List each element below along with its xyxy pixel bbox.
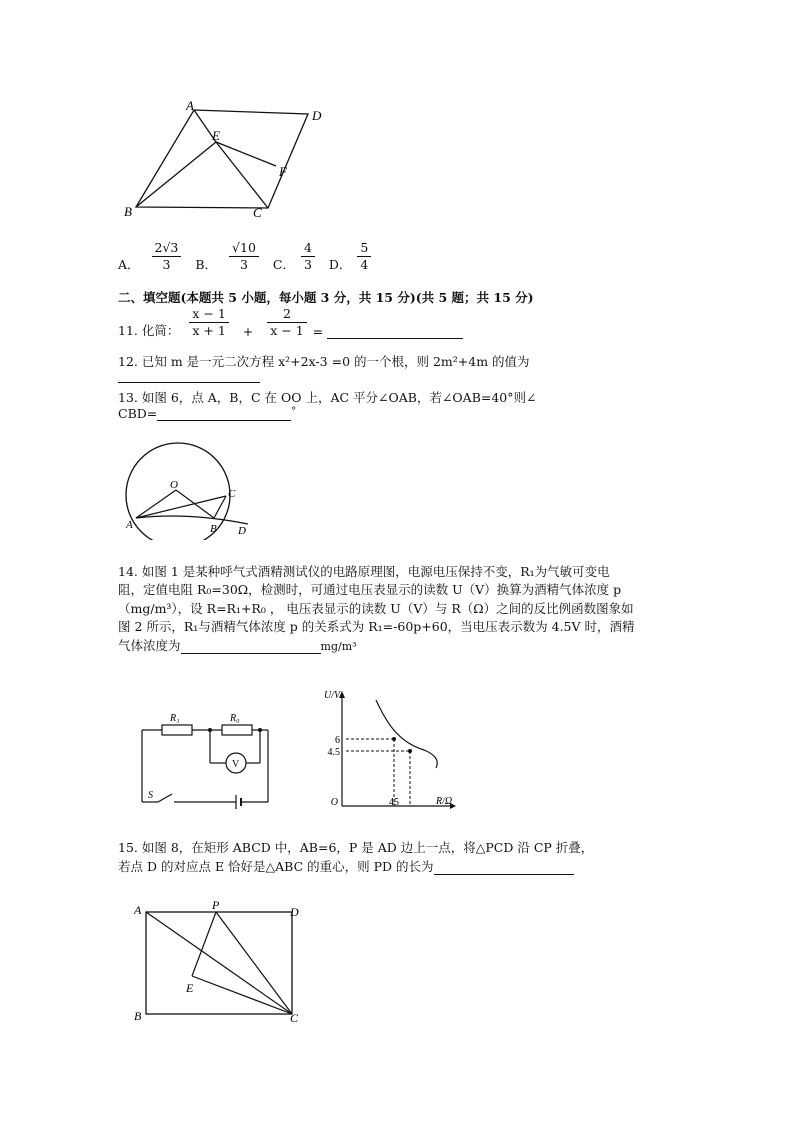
label-d: D <box>238 525 246 537</box>
label-a: A <box>134 903 142 917</box>
figure-graph <box>318 688 468 816</box>
q14-answer-blank[interactable] <box>181 640 321 654</box>
q11-f1-denominator: x + 1 <box>192 323 226 338</box>
x-tick-45: 45 <box>389 797 399 808</box>
label-r0: R₀ <box>230 713 240 724</box>
question-12: 12. 已知 m 是一元二次方程 x²+2x-3 =0 的一个根，则 2m²+4m 的值为 <box>118 354 530 369</box>
option-b-fraction <box>229 240 259 273</box>
figure-parallelogram <box>118 98 338 220</box>
q11-plus: + <box>242 324 254 339</box>
q11-f2-numerator: 2 <box>267 306 306 323</box>
q11-answer-blank[interactable] <box>327 324 463 339</box>
question-14-line-1: 14. 如图 1 是某种呼气式酒精测试仪的电路原理图，电源电压保持不变，R₁为气敏可变电 <box>118 564 610 579</box>
q12-answer-blank[interactable] <box>118 370 260 383</box>
question-11 <box>118 306 463 339</box>
q13-suffix: ° <box>291 406 297 417</box>
graph-point-6 <box>392 737 396 741</box>
option-a-numerator: 2√3 <box>152 240 182 257</box>
q14-suffix: mg/m³ <box>320 640 357 653</box>
y-tick-6: 6 <box>335 735 340 746</box>
option-a-fraction <box>152 240 182 273</box>
graph-point-45 <box>408 749 412 753</box>
q11-fraction-2 <box>267 306 306 339</box>
label-c: C <box>253 205 262 220</box>
graph-curve <box>376 700 437 768</box>
label-p: P <box>212 898 220 912</box>
option-a-denominator: 3 <box>162 257 171 272</box>
label-c: C <box>290 1011 299 1024</box>
option-d-numerator: 5 <box>357 240 371 257</box>
option-b-letter: B． <box>195 257 218 272</box>
q11-f2-denominator: x − 1 <box>270 323 304 338</box>
label-a: A <box>126 519 133 531</box>
label-b: B <box>210 523 217 535</box>
option-a-letter: A． <box>118 257 140 272</box>
option-c-fraction <box>301 240 315 273</box>
label-e: E <box>212 128 220 143</box>
label-v: V <box>232 759 240 770</box>
q15-prefix: 若点 D 的对应点 E 恰好是△ABC 的重心，则 PD 的长为 <box>118 859 434 874</box>
y-tick-4-5: 4.5 <box>327 747 340 758</box>
option-b-denominator: 3 <box>240 257 248 272</box>
origin-label: O <box>330 797 338 808</box>
label-d: D <box>290 905 299 919</box>
label-f: F <box>279 164 287 179</box>
option-d-fraction <box>357 240 371 273</box>
axis-y-label: U/V <box>324 690 341 701</box>
axis-x-label: R/Ω <box>436 796 453 807</box>
question-14-line-3: （mg/m³），设 R=R₁+R₀ ， 电压表显示的读数 U（V）与 R（Ω）之间的反比例函数图象如 <box>118 601 634 616</box>
option-d-letter: D． <box>328 257 352 272</box>
q11-prefix: 11. 化简： <box>118 323 180 338</box>
option-c-denominator: 3 <box>303 257 312 272</box>
figure-rectangle <box>128 898 318 1024</box>
question-10-options <box>118 240 371 273</box>
question-13-line-1: 13. 如图 6，点 A，B，C 在 OO 上，AC 平分∠OAB，若∠OAB=40°则∠ <box>118 390 537 405</box>
question-15-line-1: 15. 如图 8，在矩形 ABCD 中，AB=6，P 是 AD 边上一点，将△PCD 沿 CP 折叠， <box>118 840 594 855</box>
q14-prefix: 气体浓度为 <box>118 638 181 653</box>
option-b-numerator: √10 <box>229 240 259 257</box>
question-15-line-2 <box>118 857 574 875</box>
question-14-line-4: 图 2 所示，R₁与酒精气体浓度 p 的关系式为 R₁=-60p+60，当电压表示数为 4.5V 时，酒精 <box>118 619 635 634</box>
question-13-line-2 <box>118 406 296 421</box>
question-14-line-2: 阻，定值电阻 R₀=30Ω，检测时，可通过电压表显示的读数 U（V）换算为酒精气体浓度 p <box>118 582 622 597</box>
q13-answer-blank[interactable] <box>157 407 291 421</box>
label-c: C <box>228 488 236 500</box>
q11-fraction-1 <box>189 306 228 339</box>
label-d: D <box>312 108 322 123</box>
label-b: B <box>134 1009 142 1023</box>
figure-circle <box>118 440 258 540</box>
q15-answer-blank[interactable] <box>434 861 574 875</box>
label-a: A <box>186 98 194 113</box>
label-s: S <box>148 790 153 801</box>
section-2-heading: 二、填空题(本题共 5 小题，每小题 3 分，共 15 分)(共 5 题；共 15 分) <box>118 290 534 305</box>
option-c-numerator: 4 <box>301 240 315 257</box>
label-r1: R₁ <box>170 713 180 724</box>
q11-f1-numerator: x − 1 <box>189 306 228 323</box>
option-d-denominator: 4 <box>360 257 369 272</box>
q13-prefix: CBD= <box>118 406 158 421</box>
label-b: B <box>124 204 132 219</box>
q11-equals: = <box>312 324 324 339</box>
label-o: O <box>170 479 178 491</box>
label-e: E <box>186 981 194 995</box>
option-c-letter: C． <box>272 257 295 272</box>
figure-circuit <box>130 706 280 816</box>
question-14-line-5 <box>118 636 357 654</box>
